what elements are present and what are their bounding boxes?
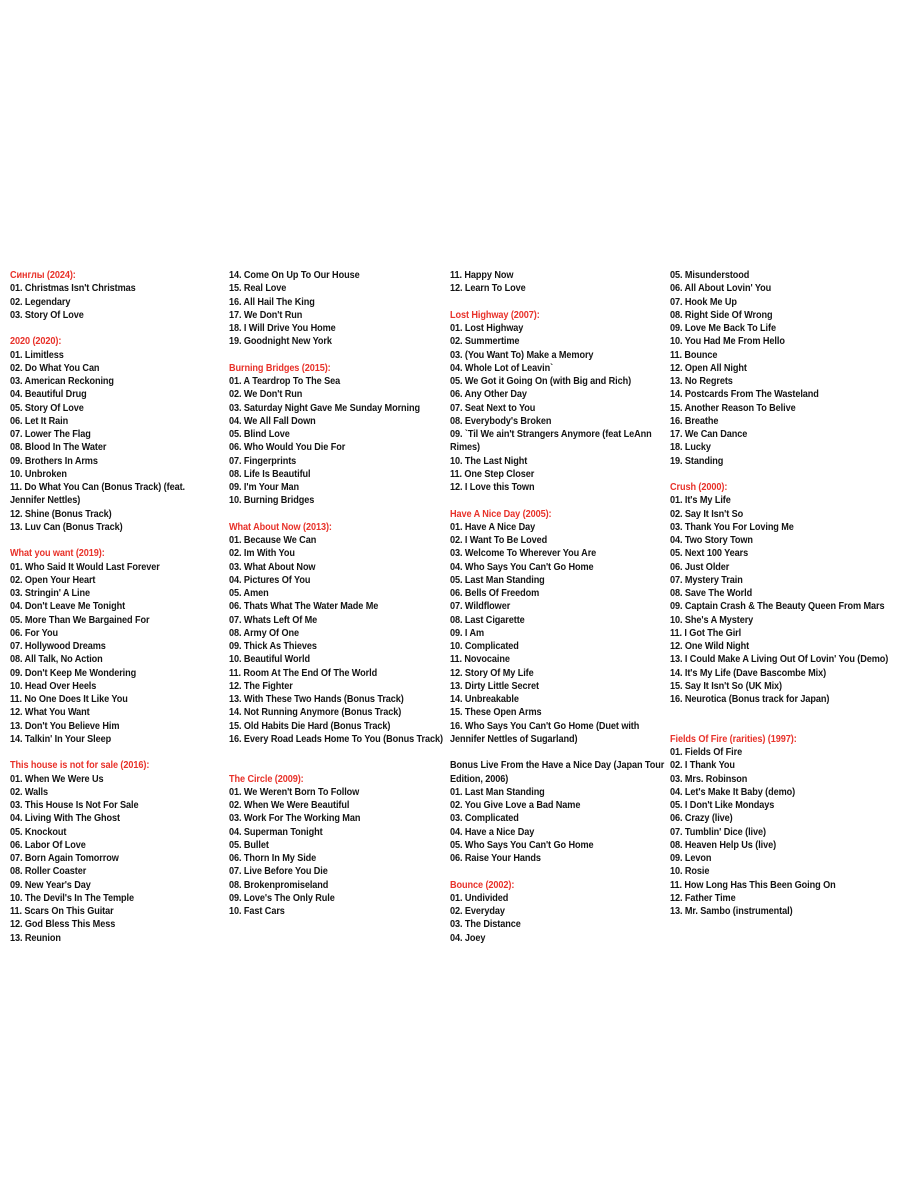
album-section	[450, 879, 665, 945]
track-item: 08. Everybody's Broken	[450, 415, 552, 427]
album-section	[450, 309, 665, 495]
track-item: 10. Complicated	[450, 641, 519, 652]
track-item: 13. Luv Can (Bonus Track)	[10, 521, 123, 533]
track-item: 09. Captain Crash & The Beauty Queen From Mars	[670, 601, 885, 613]
track-item: 12. Shine (Bonus Track)	[10, 508, 112, 520]
track-item: 02. We Don't Run	[229, 389, 303, 401]
album-title: Have A Nice Day (2005):	[450, 508, 552, 520]
track-item: 05. I Don't Like Mondays	[670, 800, 775, 811]
track-item: 05. Amen	[229, 588, 269, 599]
track-item: 10. Beautiful World	[229, 654, 310, 666]
track-item: 07. Hollywood Dreams	[10, 641, 106, 652]
column-2	[229, 269, 444, 918]
track-item: 16. Breathe	[670, 415, 719, 427]
album-title: 2020 (2020):	[10, 336, 62, 348]
track-item: 16. Neurotica (Bonus track for Japan)	[670, 694, 830, 705]
track-item: 14. Unbreakable	[450, 694, 519, 705]
track-item: 05. Blind Love	[229, 429, 290, 440]
track-item: 06. For You	[10, 627, 58, 639]
track-item: 07. Hook Me Up	[670, 296, 737, 308]
album-title: Синглы (2024):	[10, 270, 76, 281]
album-section	[229, 773, 444, 919]
track-item: 12. The Fighter	[229, 680, 293, 692]
track-item: 01. Have A Nice Day	[450, 521, 536, 533]
track-item: 01. Fields Of Fire	[670, 747, 743, 758]
track-item: 04. Let's Make It Baby (demo)	[670, 786, 796, 798]
column-3	[450, 269, 665, 945]
track-item: 07. Live Before You Die	[229, 866, 328, 878]
track-item: 17. We Can Dance	[670, 429, 748, 440]
track-item: 12. What You Want	[10, 707, 90, 719]
track-item: 13. Reunion	[10, 932, 61, 944]
track-item: 17. We Don't Run	[229, 309, 303, 321]
track-item: 05. Story Of Love	[10, 402, 84, 414]
track-item: 09. New Year's Day	[10, 879, 91, 891]
track-item: 01. When We Were Us	[10, 773, 104, 785]
section-gap	[10, 746, 219, 759]
track-item: 06. Raise Your Hands	[450, 853, 541, 864]
track-item: 03. Complicated	[450, 813, 519, 825]
track-item: 02. Summertime	[450, 336, 520, 348]
track-item: 05. More Than We Bargained For	[10, 614, 150, 626]
track-item: 10. Fast Cars	[229, 906, 285, 917]
track-item: 10. Rosie	[670, 866, 710, 878]
section-gap	[229, 759, 444, 772]
track-item: 08. Roller Coaster	[10, 866, 87, 878]
track-item: 01. Last Man Standing	[450, 786, 545, 798]
track-item: 01. Christmas Isn't Christmas	[10, 283, 136, 295]
track-item: 05. Next 100 Years	[670, 548, 749, 560]
album-section	[450, 508, 665, 747]
track-item: 02. Say It Isn't So	[670, 508, 744, 520]
track-item: 12. Story Of My Life	[450, 667, 534, 679]
track-item: 04. Don't Leave Me Tonight	[10, 601, 126, 613]
track-item: 02. Open Your Heart	[10, 574, 96, 586]
album-section	[10, 759, 219, 945]
track-item: 07. Seat Next to You	[450, 402, 536, 414]
track-item: 13. I Could Make A Living Out Of Lovin' You (Demo)	[670, 654, 889, 666]
album-title: Bounce (2002):	[450, 879, 515, 891]
track-item: 19. Goodnight New York	[229, 336, 332, 348]
track-item: 01. Because We Can	[229, 535, 317, 546]
track-item: 06. Bells Of Freedom	[450, 588, 540, 599]
track-item: 04. Superman Tonight	[229, 826, 323, 838]
track-item: 04. Whole Lot of Leavin`	[450, 362, 554, 374]
track-item: 01. Limitless	[10, 349, 64, 361]
album-title: Burning Bridges (2015):	[229, 362, 331, 374]
track-item: 05. Knockout	[10, 826, 67, 838]
track-item: 01. Undivided	[450, 892, 509, 904]
album-section	[229, 269, 444, 349]
album-section	[450, 269, 665, 296]
track-item: 06. Just Older	[670, 561, 730, 573]
track-item: 03. The Distance	[450, 919, 521, 931]
track-item: 01. It's My Life	[670, 495, 731, 507]
track-item: 07. Born Again Tomorrow	[10, 853, 119, 864]
track-item: 01. Lost Highway	[450, 323, 524, 334]
album-section	[450, 759, 665, 865]
album-title: What you want (2019):	[10, 548, 105, 560]
section-gap	[670, 706, 890, 719]
track-item: 02. Do What You Can	[10, 362, 100, 374]
track-item: 02. I Thank You	[670, 760, 735, 772]
album-title: The Circle (2009):	[229, 773, 304, 785]
track-item: 10. The Last Night	[450, 455, 528, 467]
track-item: 07. Wildflower	[450, 601, 511, 613]
track-item: 06. Who Would You Die For	[229, 442, 346, 454]
track-item: 04. We All Fall Down	[229, 415, 316, 427]
track-item: 13. Mr. Sambo (instrumental)	[670, 906, 793, 917]
track-item: 13. Dirty Little Secret	[450, 680, 539, 692]
track-item: 13. Don't You Believe Him	[10, 720, 120, 732]
track-item: 09. Love's The Only Rule	[229, 892, 335, 904]
album-section	[229, 521, 444, 746]
track-item: 03. This House Is Not For Sale	[10, 800, 139, 811]
track-item: 10. She's A Mystery	[670, 614, 754, 626]
album-section	[10, 335, 219, 534]
track-item: 09. Levon	[670, 853, 712, 864]
track-item: 09. I Am	[450, 627, 485, 639]
track-item: 02. I Want To Be Loved	[450, 535, 548, 546]
track-item: 05. Who Says You Can't Go Home	[450, 839, 594, 851]
track-item: 12. Learn To Love	[450, 283, 526, 295]
track-item: 16. Every Road Leads Home To You (Bonus Track)	[229, 733, 443, 745]
section-gap	[10, 534, 219, 547]
section-gap	[10, 322, 219, 335]
track-item: 18. Lucky	[670, 442, 711, 454]
track-item: 09. Love Me Back To Life	[670, 323, 776, 334]
track-item: 01. A Teardrop To The Sea	[229, 376, 341, 387]
track-item: 11. Room At The End Of The World	[229, 667, 378, 679]
track-item: 04. Pictures Of You	[229, 574, 311, 586]
track-item: 14. It's My Life (Dave Bascombe Mix)	[670, 667, 827, 679]
column-1	[10, 269, 219, 945]
track-item: 13. No Regrets	[670, 376, 733, 387]
track-item: 12. One Wild Night	[670, 641, 750, 652]
track-item: 04. Who Says You Can't Go Home	[450, 561, 594, 573]
section-gap	[450, 865, 665, 878]
track-item: 02. You Give Love a Bad Name	[450, 800, 581, 811]
track-item: 03. Story Of Love	[10, 309, 84, 321]
track-item: 10. Head Over Heels	[10, 680, 97, 692]
track-item: 08. Life Is Beautiful	[229, 468, 311, 480]
track-item: 03. Welcome To Wherever You Are	[450, 548, 597, 560]
track-item: 11. Novocaine	[450, 654, 510, 666]
track-item: 02. When We Were Beautiful	[229, 800, 350, 811]
track-item: 14. Talkin' In Your Sleep	[10, 733, 112, 745]
track-item: 05. Misunderstood	[670, 270, 750, 281]
track-item: 10. Burning Bridges	[229, 495, 315, 507]
track-item: 04. Joey	[450, 932, 486, 944]
section-gap	[450, 746, 665, 759]
track-item: 02. Im With You	[229, 548, 295, 560]
album-section	[670, 269, 890, 468]
track-item: 06. Let It Rain	[10, 415, 69, 427]
track-item: 11. Scars On This Guitar	[10, 906, 114, 917]
track-item: 03. (You Want To) Make a Memory	[450, 349, 594, 361]
track-item: 15. Old Habits Die Hard (Bonus Track)	[229, 720, 391, 732]
track-item: 07. Lower The Flag	[10, 429, 91, 440]
track-item: 09. I'm Your Man	[229, 482, 300, 493]
album-title: Lost Highway (2007):	[450, 309, 540, 321]
track-item: 12. Open All Night	[670, 362, 747, 374]
track-item: 14. Come On Up To Our House	[229, 270, 360, 281]
track-item: 03. American Reckoning	[10, 376, 114, 387]
track-item: 08. Blood In The Water	[10, 442, 107, 454]
track-item: 07. Tumblin' Dice (live)	[670, 826, 766, 838]
track-item: 04. Have a Nice Day	[450, 826, 535, 838]
track-item: 04. Two Story Town	[670, 535, 753, 546]
track-item: 05. We Got it Going On (with Big and Rich)	[450, 376, 632, 387]
column-4	[670, 269, 890, 918]
track-item: 03. What About Now	[229, 561, 316, 573]
track-item: 03. Work For The Working Man	[229, 813, 361, 825]
bonus-section-title: Bonus Live From the Have a Nice Day (Japan Tour Edition, 2006)	[450, 760, 665, 785]
track-item: 03. Stringin' A Line	[10, 588, 91, 599]
album-title: Fields Of Fire (rarities) (1997):	[670, 733, 797, 745]
album-title: This house is not for sale (2016):	[10, 760, 150, 772]
track-item: 15. Say It Isn't So (UK Mix)	[670, 680, 783, 692]
track-item: 01. We Weren't Born To Follow	[229, 786, 360, 798]
track-item: 08. Save The World	[670, 588, 753, 599]
track-item: 03. Saturday Night Gave Me Sunday Morning	[229, 402, 420, 414]
track-item: 10. You Had Me From Hello	[670, 336, 785, 348]
section-gap	[229, 746, 444, 759]
track-item: 09. Don't Keep Me Wondering	[10, 667, 137, 679]
album-section	[10, 269, 219, 322]
section-gap	[450, 296, 665, 309]
track-item: 06. Any Other Day	[450, 389, 527, 401]
track-item: 11. Do What You Can (Bonus Track) (feat. Jennifer Nettles)	[10, 482, 185, 507]
track-item: 12. God Bless This Mess	[10, 919, 116, 931]
track-item: 08. Last Cigarette	[450, 614, 525, 626]
album-section	[670, 733, 890, 919]
track-item: 07. Fingerprints	[229, 455, 297, 467]
track-item: 09. Thick As Thieves	[229, 641, 317, 652]
track-item: 18. I Will Drive You Home	[229, 323, 336, 334]
track-item: 07. Mystery Train	[670, 574, 743, 586]
track-item: 02. Walls	[10, 786, 49, 798]
track-item: 06. All About Lovin' You	[670, 283, 772, 295]
track-item: 08. Army Of One	[229, 627, 300, 639]
track-item: 06. Crazy (live)	[670, 813, 733, 825]
track-item: 13. With These Two Hands (Bonus Track)	[229, 694, 404, 705]
section-gap	[450, 494, 665, 507]
track-item: 06. Thorn In My Side	[229, 853, 317, 864]
track-item: 11. One Step Closer	[450, 468, 535, 480]
album-title: What About Now (2013):	[229, 521, 332, 533]
album-title: Crush (2000):	[670, 482, 728, 493]
track-item: 11. How Long Has This Been Going On	[670, 879, 836, 891]
album-section	[670, 481, 890, 706]
track-item: 03. Thank You For Loving Me	[670, 521, 794, 533]
section-gap	[670, 720, 890, 733]
section-gap	[229, 508, 444, 521]
track-item: 16. Who Says You Can't Go Home (Duet with Jennifer Nettles of Sugarland)	[450, 720, 640, 745]
track-item: 15. These Open Arms	[450, 707, 542, 719]
track-item: 16. All Hail The King	[229, 296, 315, 308]
track-item: 04. Beautiful Drug	[10, 389, 87, 401]
track-item: 09. Brothers In Arms	[10, 455, 98, 467]
track-item: 05. Last Man Standing	[450, 574, 545, 586]
track-item: 10. The Devil's In The Temple	[10, 892, 134, 904]
track-item: 06. Labor Of Love	[10, 839, 86, 851]
track-item: 02. Legendary	[10, 296, 71, 308]
track-item: 08. All Talk, No Action	[10, 654, 103, 666]
track-item: 08. Right Side Of Wrong	[670, 309, 773, 321]
track-item: 12. Father Time	[670, 892, 736, 904]
track-item: 01. Who Said It Would Last Forever	[10, 561, 160, 573]
track-item: 08. Brokenpromiseland	[229, 879, 329, 891]
track-item: 11. Bounce	[670, 349, 718, 361]
track-item: 09. `Til We ain't Strangers Anymore (feat LeAnn Rimes)	[450, 429, 652, 454]
track-item: 03. Mrs. Robinson	[670, 773, 748, 785]
track-item: 14. Not Running Anymore (Bonus Track)	[229, 707, 402, 719]
track-item: 11. Happy Now	[450, 270, 514, 281]
track-item: 15. Another Reason To Belive	[670, 402, 796, 414]
section-gap	[229, 349, 444, 362]
track-item: 15. Real Love	[229, 283, 287, 295]
track-item: 06. Thats What The Water Made Me	[229, 601, 379, 613]
track-item: 04. Living With The Ghost	[10, 813, 120, 825]
track-item: 11. I Got The Girl	[670, 627, 742, 639]
section-gap	[670, 468, 890, 481]
track-item: 07. Whats Left Of Me	[229, 614, 318, 626]
track-item: 12. I Love this Town	[450, 482, 535, 493]
album-section	[229, 362, 444, 508]
track-item: 14. Postcards From The Wasteland	[670, 389, 819, 401]
track-item: 10. Unbroken	[10, 468, 67, 480]
album-section	[10, 547, 219, 746]
track-item: 05. Bullet	[229, 839, 269, 851]
track-item: 19. Standing	[670, 455, 724, 467]
track-item: 11. No One Does It Like You	[10, 694, 128, 705]
track-item: 02. Everyday	[450, 906, 505, 917]
track-item: 08. Heaven Help Us (live)	[670, 839, 777, 851]
